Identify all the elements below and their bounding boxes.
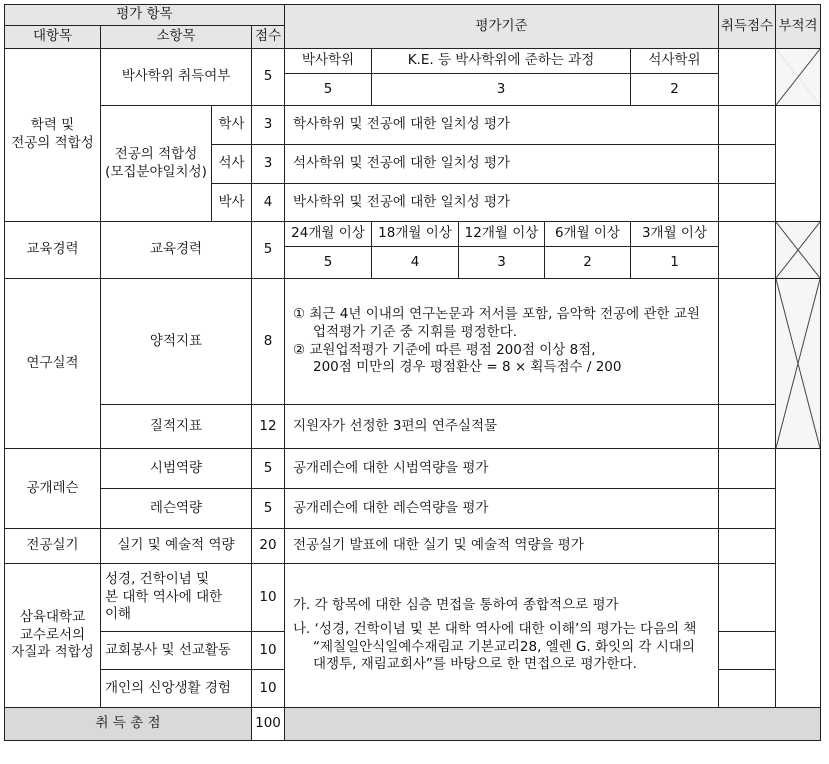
- degree-option-ke: K.E. 등 박사학위에 준하는 과정: [372, 49, 631, 74]
- exp-points-3: 1: [631, 247, 719, 279]
- unfit-disabled-education: [776, 49, 821, 106]
- major-practice: 전공실기: [5, 529, 101, 564]
- major-character: 삼육대학교 교수로서의 자질과 적합성: [5, 564, 101, 708]
- minor-quantitative: 양적지표: [101, 279, 252, 405]
- quant-line-1: ① 최근 4년 이내의 연구논문과 저서를 포함, 음악학 전공에 관한 교원업적평가 기준 중 지휘를 평정한다.: [293, 306, 700, 340]
- unfit-disabled-experience: [776, 222, 821, 279]
- score-qualitative: 12: [252, 405, 285, 449]
- obtained-practice[interactable]: [719, 529, 776, 564]
- obtained-qualitative[interactable]: [719, 405, 776, 449]
- score-fit-master: 3: [252, 145, 285, 184]
- score-degree: 5: [252, 49, 285, 106]
- minor-experience: 교육경력: [101, 222, 252, 279]
- header-score: 점수: [252, 26, 285, 49]
- header-obtained-score: 취득점수: [719, 5, 776, 49]
- score-fit-doctor: 4: [252, 184, 285, 222]
- minor-degree: 박사학위 취득여부: [101, 49, 252, 106]
- criteria-fit-bachelor: 학사학위 및 전공에 대한 일치성 평가: [285, 106, 719, 145]
- obtained-church-service[interactable]: [719, 632, 776, 670]
- quant-line-3: 200점 미만의 경우 평점환산 = 8 × 획득점수 / 200: [313, 359, 622, 376]
- exp-option-6: 6개월 이상: [545, 222, 631, 247]
- major-lesson: 공개레슨: [5, 449, 101, 529]
- criteria-lesson-skill: 공개레슨에 대한 레슨역량을 평가: [285, 489, 719, 529]
- fit-level-master: 석사: [212, 145, 252, 184]
- criteria-fit-master: 석사학위 및 전공에 대한 일치성 평가: [285, 145, 719, 184]
- criteria-demonstration: 공개레슨에 대한 시범역량을 평가: [285, 449, 719, 489]
- evaluation-table: [4, 4, 821, 741]
- criteria-character: [285, 564, 719, 708]
- exp-points-18: 4: [372, 247, 459, 279]
- character-line-na: 나. ‘성경, 건학이념 및 본 대학 역사에 대한 이해’의 평가는 다음의 책 “제칠일안식일예수재림교 기본교리28, 엘렌 G. 화잇의 각 시대의 대쟁투, 재림교회사”를 바탕으로 한 면접으로 평가한다.: [293, 620, 697, 673]
- score-bible-history: 10: [252, 564, 285, 632]
- character-line-ga: 가. 각 항목에 대한 심층 면접을 통하여 종합적으로 평가: [293, 597, 619, 614]
- evaluation-sheet: [4, 4, 821, 741]
- quant-line-2: ② 교원업적평가 기준에 따른 평점 200점 이상 8점,: [293, 341, 596, 358]
- score-demonstration: 5: [252, 449, 285, 489]
- obtained-degree[interactable]: [719, 49, 776, 106]
- degree-option-doctor: 박사학위: [285, 49, 372, 74]
- major-education: 학력 및 전공의 적합성: [5, 49, 101, 222]
- score-experience: 5: [252, 222, 285, 279]
- obtained-fit-bachelor[interactable]: [719, 106, 776, 145]
- major-experience: 교육경력: [5, 222, 101, 279]
- fit-level-bachelor: 학사: [212, 106, 252, 145]
- minor-faith-life: 개인의 신앙생활 경험: [101, 670, 252, 708]
- obtained-bible-history[interactable]: [719, 564, 776, 632]
- header-major: 대항목: [5, 26, 101, 49]
- unfit-disabled-research: [776, 279, 821, 449]
- criteria-quantitative: [285, 279, 719, 405]
- obtained-lesson-skill[interactable]: [719, 489, 776, 529]
- header-evaluation-items: 평가 항목: [5, 5, 285, 26]
- exp-points-12: 3: [459, 247, 545, 279]
- exp-option-3: 3개월 이상: [631, 222, 719, 247]
- obtained-faith-life[interactable]: [719, 670, 776, 708]
- total-label: 취 득 총 점: [5, 708, 252, 741]
- score-faith-life: 10: [252, 670, 285, 708]
- criteria-practice: 전공실기 발표에 대한 실기 및 예술적 역량을 평가: [285, 529, 719, 564]
- unfit-lesson-gap: [776, 449, 821, 529]
- obtained-quantitative[interactable]: [719, 279, 776, 405]
- minor-practice: 실기 및 예술적 역량: [101, 529, 252, 564]
- exp-option-18: 18개월 이상: [372, 222, 459, 247]
- exp-points-24: 5: [285, 247, 372, 279]
- fit-level-doctor: 박사: [212, 184, 252, 222]
- major-research: 연구실적: [5, 279, 101, 449]
- minor-major-fit: 전공의 적합성 (모집분야일치성): [101, 106, 212, 222]
- header-minor: 소항목: [101, 26, 252, 49]
- score-church-service: 10: [252, 632, 285, 670]
- score-practice: 20: [252, 529, 285, 564]
- exp-points-6: 2: [545, 247, 631, 279]
- unfit-practice-gap: [776, 529, 821, 564]
- degree-option-master: 석사학위: [631, 49, 719, 74]
- criteria-fit-doctor: 박사학위 및 전공에 대한 일치성 평가: [285, 184, 719, 222]
- exp-option-12: 12개월 이상: [459, 222, 545, 247]
- obtained-fit-master[interactable]: [719, 145, 776, 184]
- minor-lesson-skill: 레슨역량: [101, 489, 252, 529]
- unfit-education-gap: [776, 106, 821, 222]
- unfit-character-gap: [776, 564, 821, 708]
- obtained-experience[interactable]: [719, 222, 776, 279]
- score-lesson-skill: 5: [252, 489, 285, 529]
- minor-bible-history: 성경, 건학이념 및 본 대학 역사에 대한 이해: [101, 564, 252, 632]
- degree-points-ke: 3: [372, 74, 631, 106]
- total-score: 100: [252, 708, 285, 741]
- score-fit-bachelor: 3: [252, 106, 285, 145]
- total-remaining: [285, 708, 821, 741]
- exp-option-24: 24개월 이상: [285, 222, 372, 247]
- header-unfit: 부적격: [776, 5, 821, 49]
- degree-points-doctor: 5: [285, 74, 372, 106]
- header-criteria: 평가기준: [285, 5, 719, 49]
- criteria-qualitative: 지원자가 선정한 3편의 연주실적물: [285, 405, 719, 449]
- minor-qualitative: 질적지표: [101, 405, 252, 449]
- score-quantitative: 8: [252, 279, 285, 405]
- degree-points-master: 2: [631, 74, 719, 106]
- obtained-fit-doctor[interactable]: [719, 184, 776, 222]
- minor-demonstration: 시범역량: [101, 449, 252, 489]
- obtained-demonstration[interactable]: [719, 449, 776, 489]
- minor-church-service: 교회봉사 및 선교활동: [101, 632, 252, 670]
